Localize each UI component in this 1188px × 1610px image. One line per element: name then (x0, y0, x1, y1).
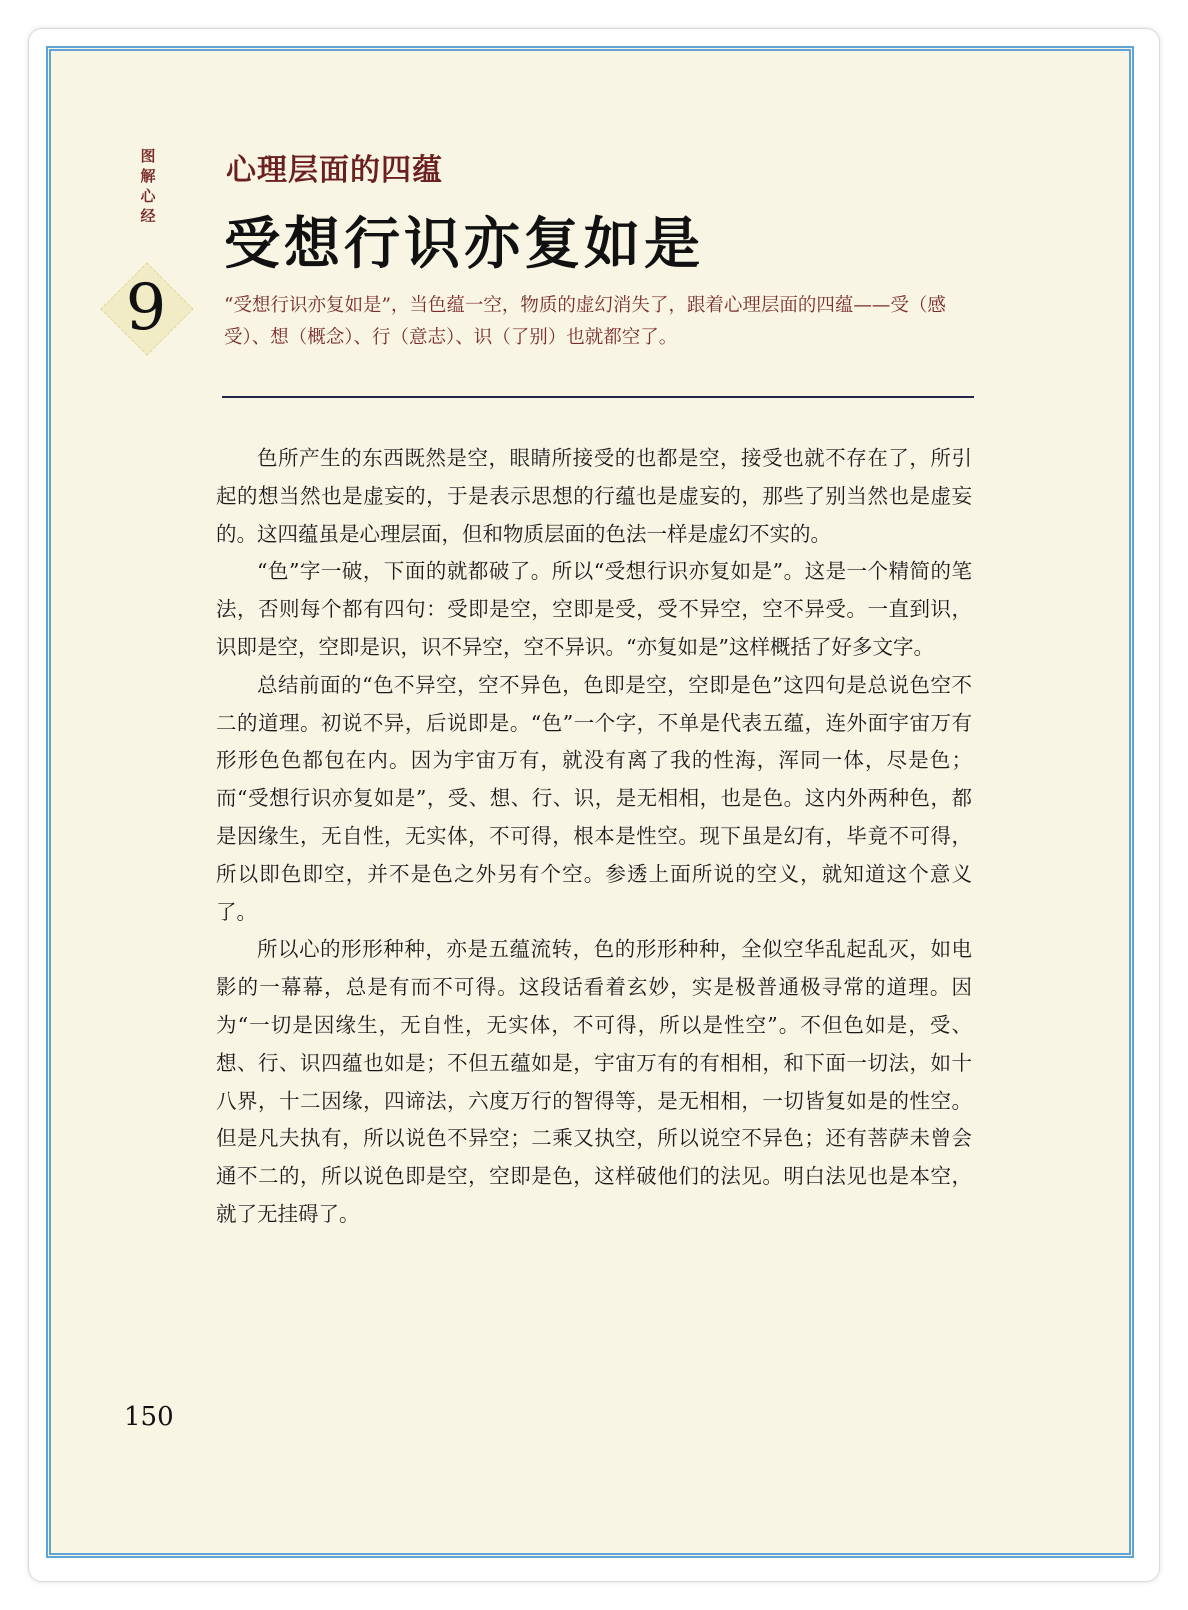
paragraph: 所以心的形形种种，亦是五蕴流转，色的形形种种，全似空华乱起乱灭，如电影的一幕幕，总是有而不可得。这段话看着玄妙，实是极普通极寻常的道理。因为“一切是因缘生，无自性，无实体，不可得，所以是性空”。不但色如是，受、想、行、识四蕴也如是；不但五蕴如是，宇宙万有的有相相，和下面一切法，如十八界，十二因缘，四谛法，六度万行的智得等，是无相相，一切皆复如是的性空。但是凡夫执有，所以说色不异空；二乘又执空，所以说空不异色；还有菩萨未曾会通不二的，所以说色即是空，空即是色，这样破他们的法见。明白法见也是本空，就了无挂碍了。 (216, 937, 972, 1226)
section-intro: “受想行识亦复如是”，当色蕴一空，物质的虚幻消失了，跟着心理层面的四蕴——受（感受）、想（概念）、行（意志）、识（了别）也就都空了。 (224, 295, 946, 348)
paragraph: 色所产生的东西既然是空，眼睛所接受的也都是空，接受也就不存在了，所引起的想当然也是虚妄的，于是表示思想的行蕴也是虚妄的，那些了别当然也是虚妄的。这四蕴虽是心理层面，但和物质层面的色法一样是虚幻不实的。 (216, 446, 972, 546)
paragraph: 总结前面的“色不异空，空不异色，色即是空，空即是色”这四句是总说色空不二的道理。初说不异，后说即是。“色”一个字，不单是代表五蕴，连外面宇宙万有形形色色都包在内。因为宇宙万有，就没有离了我的性海，浑同一体，尽是色；而“受想行识亦复如是”，受、想、行、识，是无相相，也是色。这内外两种色，都是因缘生，无自性，无实体，不可得，根本是性空。现下虽是幻有，毕竟不可得，所以即色即空，并不是色之外另有个空。参透上面所说的空义，就知道这个意义了。 (216, 672, 972, 924)
divider-rule (222, 396, 974, 398)
paragraph: “色”字一破，下面的就都破了。所以“受想行识亦复如是”。这是一个精简的笔法，否则每个都有四句：受即是空，空即是受，受不异空，空不异受。一直到识，识即是空，空即是识，识不异空，空不异识。“亦复如是”这样概括了好多文字。 (216, 559, 972, 659)
section-title: 受想行识亦复如是 (224, 211, 704, 277)
chapter-number-badge (100, 262, 192, 354)
section-subtitle: 心理层面的四蕴 (226, 153, 443, 188)
book-series-label: 图解心经 (140, 147, 156, 225)
body-text (216, 440, 972, 1234)
page-number: 150 (124, 1402, 174, 1432)
chapter-number: 9 (125, 271, 167, 345)
